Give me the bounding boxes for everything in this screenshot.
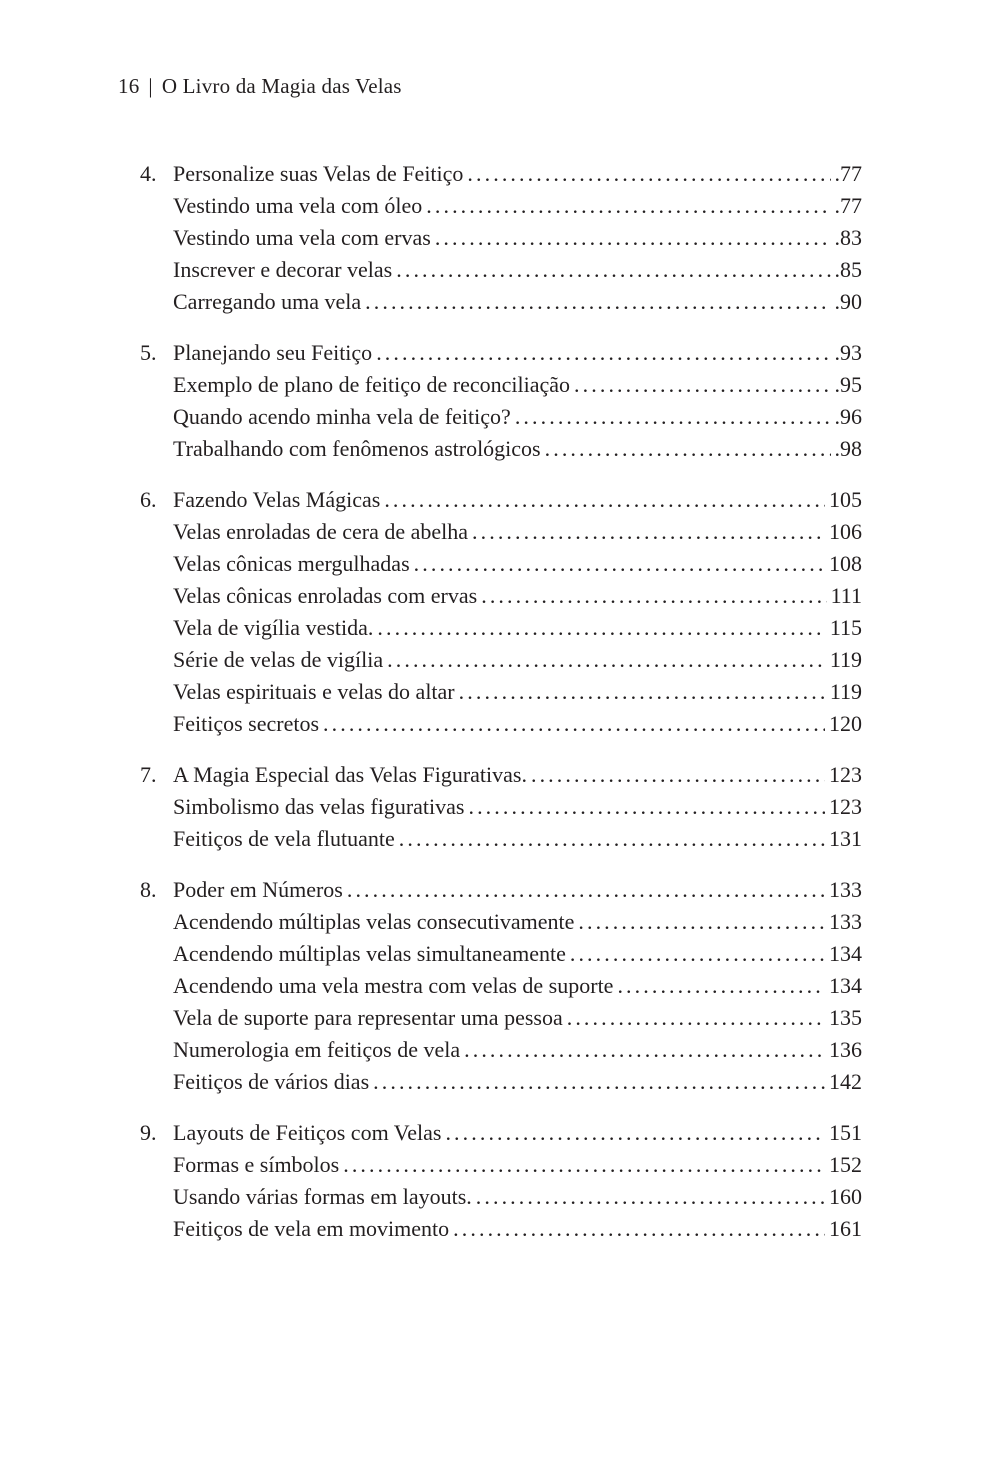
chapter-page-number: .93 <box>834 340 862 365</box>
chapter-title[interactable]: Layouts de Feitiços com Velas <box>173 1120 442 1145</box>
toc-section-entry[interactable] <box>140 938 862 970</box>
chapter-page-number: 151 <box>829 1120 862 1145</box>
toc-chapter-entry[interactable] <box>140 484 862 516</box>
dot-leader <box>531 759 825 791</box>
section-title[interactable]: Acendendo múltiplas velas simultaneamente <box>173 941 566 966</box>
section-page-number: .83 <box>834 225 862 250</box>
dot-leader <box>373 1066 825 1098</box>
section-page-number: 120 <box>829 711 862 736</box>
chapter-title[interactable]: Poder em Números <box>173 877 343 902</box>
chapter-page-number: .77 <box>834 161 862 186</box>
section-page-number: .85 <box>834 257 862 282</box>
section-page-number: 152 <box>829 1152 862 1177</box>
table-of-contents <box>140 158 862 1264</box>
dot-leader <box>617 970 825 1002</box>
dot-leader <box>453 1213 825 1245</box>
dot-leader <box>343 1149 825 1181</box>
section-title[interactable]: Simbolismo das velas figurativas <box>173 794 465 819</box>
chapter-number: 4. <box>140 161 157 186</box>
section-page-number: .90 <box>834 289 862 314</box>
toc-chapter <box>140 484 862 740</box>
section-page-number: 111 <box>830 583 862 608</box>
dot-leader <box>347 874 825 906</box>
section-title[interactable]: Trabalhando com fenômenos astrológicos <box>173 436 541 461</box>
toc-chapter-entry[interactable] <box>140 158 862 190</box>
section-page-number: 142 <box>829 1069 862 1094</box>
toc-section-entry[interactable] <box>140 401 862 433</box>
folio-page-number: 16 <box>118 74 140 98</box>
section-title[interactable]: Velas enroladas de cera de abelha <box>173 519 469 544</box>
dot-leader <box>365 286 830 318</box>
section-title[interactable]: Formas e símbolos <box>173 1152 340 1177</box>
toc-section-entry[interactable] <box>140 1213 862 1245</box>
dot-leader <box>570 938 825 970</box>
toc-section-entry[interactable] <box>140 791 862 823</box>
toc-section-entry[interactable] <box>140 580 862 612</box>
toc-section-entry[interactable] <box>140 254 862 286</box>
toc-chapter <box>140 337 862 465</box>
toc-chapter <box>140 1117 862 1245</box>
section-page-number: 160 <box>829 1184 862 1209</box>
dot-leader <box>323 708 825 740</box>
dot-leader <box>545 433 831 465</box>
dot-leader <box>481 580 826 612</box>
section-title[interactable]: Vela de suporte para representar uma pessoa <box>173 1005 563 1030</box>
section-title[interactable]: Velas cônicas enroladas com ervas <box>173 583 478 608</box>
chapter-title[interactable]: Fazendo Velas Mágicas <box>173 487 381 512</box>
section-title[interactable]: Feitiços de vários dias <box>173 1069 370 1094</box>
dot-leader <box>377 612 825 644</box>
section-page-number: .98 <box>834 436 862 461</box>
toc-chapter <box>140 874 862 1098</box>
section-title[interactable]: Velas cônicas mergulhadas <box>173 551 410 576</box>
section-page-number: 161 <box>829 1216 862 1241</box>
dot-leader <box>476 1181 825 1213</box>
dot-leader <box>567 1002 825 1034</box>
dot-leader <box>445 1117 825 1149</box>
toc-section-entry[interactable] <box>140 1066 862 1098</box>
section-title[interactable]: Vela de vigília vestida. <box>173 615 374 640</box>
dot-leader <box>574 369 830 401</box>
section-title[interactable]: Vestindo uma vela com óleo <box>173 193 423 218</box>
section-page-number: 136 <box>829 1037 862 1062</box>
chapter-number: 6. <box>140 487 157 512</box>
toc-section-entry[interactable] <box>140 190 862 222</box>
toc-chapter <box>140 158 862 318</box>
toc-section-entry[interactable] <box>140 222 862 254</box>
dot-leader <box>435 222 831 254</box>
chapter-number: 7. <box>140 762 157 787</box>
toc-section-entry[interactable] <box>140 286 862 318</box>
section-title[interactable]: Carregando uma vela <box>173 289 362 314</box>
dot-leader <box>426 190 830 222</box>
toc-section-entry[interactable] <box>140 644 862 676</box>
dot-leader <box>384 484 825 516</box>
toc-section-entry[interactable] <box>140 823 862 855</box>
toc-chapter-entry[interactable] <box>140 874 862 906</box>
chapter-title[interactable]: Personalize suas Velas de Feitiço <box>173 161 464 186</box>
dot-leader <box>468 791 825 823</box>
toc-section-entry[interactable] <box>140 548 862 580</box>
chapter-page-number: 133 <box>829 877 862 902</box>
section-title[interactable]: Vestindo uma vela com ervas <box>173 225 431 250</box>
section-page-number: 119 <box>829 647 862 672</box>
toc-section-entry[interactable] <box>140 1181 862 1213</box>
section-title[interactable]: Velas espirituais e velas do altar <box>173 679 455 704</box>
running-head <box>118 74 402 99</box>
dot-leader <box>467 158 830 190</box>
chapter-number: 8. <box>140 877 157 902</box>
section-page-number: 119 <box>829 679 862 704</box>
toc-section-entry[interactable] <box>140 676 862 708</box>
section-page-number: 131 <box>829 826 862 851</box>
section-page-number: 134 <box>829 941 862 966</box>
section-page-number: .96 <box>834 404 862 429</box>
toc-section-entry[interactable] <box>140 708 862 740</box>
section-title[interactable]: Acendendo múltiplas velas consecutivamente <box>173 909 575 934</box>
chapter-title[interactable]: Planejando seu Feitiço <box>173 340 373 365</box>
chapter-page-number: 105 <box>829 487 862 512</box>
toc-section-entry[interactable] <box>140 906 862 938</box>
toc-chapter <box>140 759 862 855</box>
section-title[interactable]: Feitiços de vela em movimento <box>173 1216 450 1241</box>
section-title[interactable]: Usando várias formas em layouts. <box>173 1184 472 1209</box>
dot-leader <box>464 1034 825 1066</box>
section-page-number: 134 <box>829 973 862 998</box>
dot-leader <box>414 548 825 580</box>
book-title: O Livro da Magia das Velas <box>161 74 402 98</box>
dot-leader <box>515 401 831 433</box>
chapter-number: 5. <box>140 340 157 365</box>
dot-leader <box>472 516 825 548</box>
section-title[interactable]: Inscrever e decorar velas <box>173 257 393 282</box>
toc-section-entry[interactable] <box>140 1034 862 1066</box>
chapter-number: 9. <box>140 1120 157 1145</box>
toc-section-entry[interactable] <box>140 970 862 1002</box>
section-page-number: 133 <box>829 909 862 934</box>
toc-chapter-entry[interactable] <box>140 1117 862 1149</box>
toc-section-entry[interactable] <box>140 369 862 401</box>
section-title[interactable]: Série de velas de vigília <box>173 647 384 672</box>
header-separator: | <box>148 74 153 98</box>
toc-section-entry[interactable] <box>140 1002 862 1034</box>
section-title[interactable]: Feitiços de vela flutuante <box>173 826 395 851</box>
section-page-number: .95 <box>834 372 862 397</box>
section-page-number: 123 <box>829 794 862 819</box>
dot-leader <box>459 676 826 708</box>
section-title[interactable]: Numerologia em feitiços de vela <box>173 1037 461 1062</box>
toc-section-entry[interactable] <box>140 1149 862 1181</box>
toc-chapter-entry[interactable] <box>140 337 862 369</box>
section-page-number: 108 <box>829 551 862 576</box>
chapter-page-number: 123 <box>829 762 862 787</box>
section-page-number: 115 <box>829 615 862 640</box>
dot-leader <box>387 644 826 676</box>
toc-section-entry[interactable] <box>140 516 862 548</box>
dot-leader <box>578 906 825 938</box>
section-page-number: 106 <box>829 519 862 544</box>
toc-section-entry[interactable] <box>140 433 862 465</box>
section-title[interactable]: Exemplo de plano de feitiço de reconciliação <box>173 372 571 397</box>
dot-leader <box>396 254 830 286</box>
section-title[interactable]: Acendendo uma vela mestra com velas de suporte <box>173 973 614 998</box>
section-page-number: .77 <box>834 193 862 218</box>
toc-chapter-entry[interactable] <box>140 759 862 791</box>
section-title[interactable]: Feitiços secretos <box>173 711 320 736</box>
section-title[interactable]: Quando acendo minha vela de feitiço? <box>173 404 511 429</box>
toc-section-entry[interactable] <box>140 612 862 644</box>
dot-leader <box>399 823 825 855</box>
chapter-title[interactable]: A Magia Especial das Velas Figurativas. <box>173 762 527 787</box>
dot-leader <box>376 337 830 369</box>
section-page-number: 135 <box>829 1005 862 1030</box>
